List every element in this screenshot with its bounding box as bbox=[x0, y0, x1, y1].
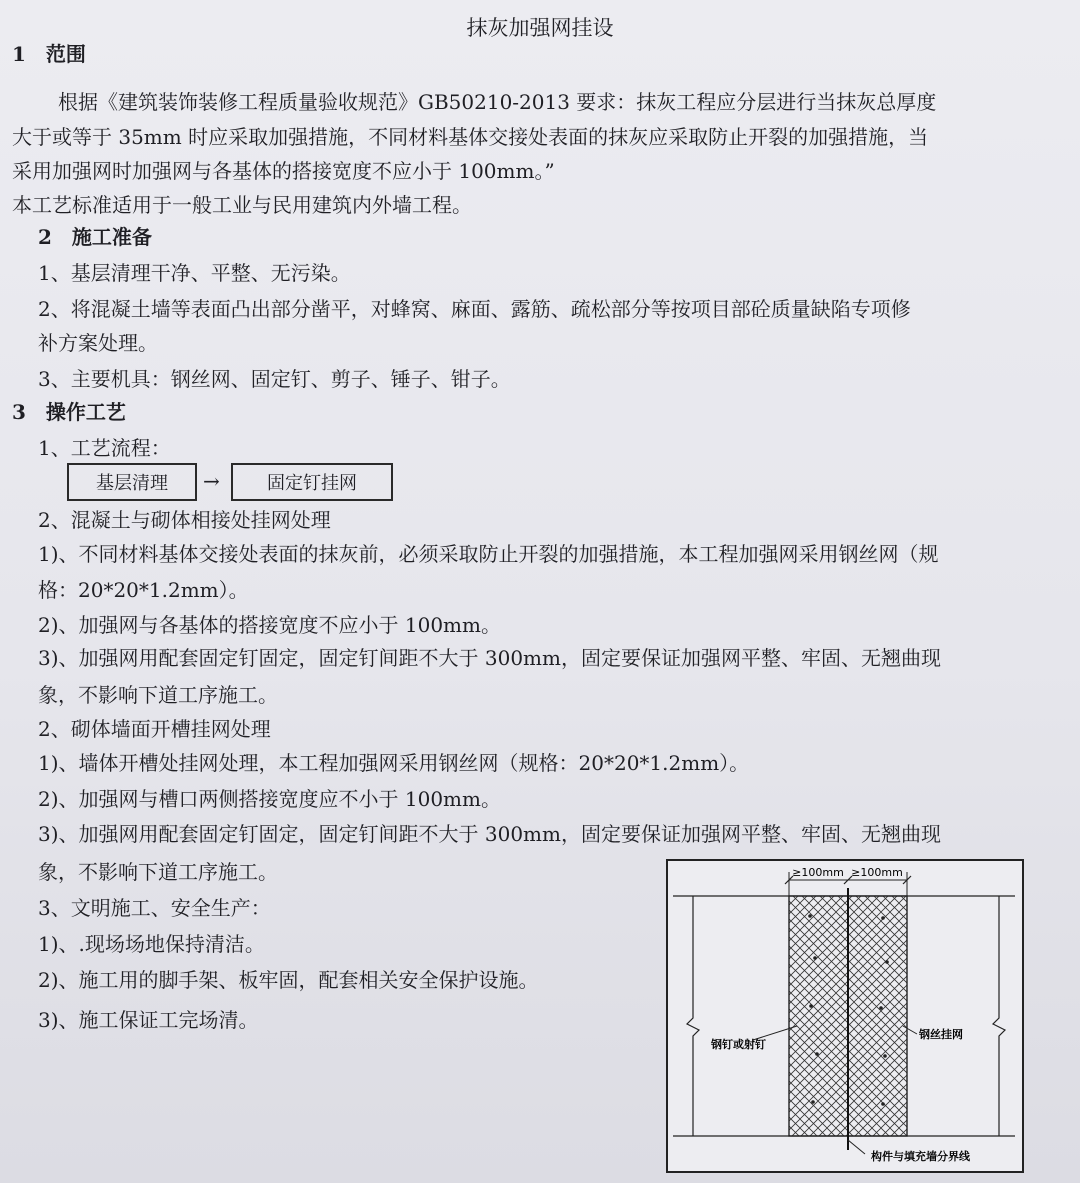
document-title: 抹灰加强网挂设 bbox=[466, 16, 614, 40]
list-item: 1)、.现场场地保持清洁。 bbox=[38, 932, 265, 956]
list-item: 象，不影响下道工序施工。 bbox=[38, 683, 278, 707]
list-item: 1)、墙体开槽处挂网处理，本工程加强网采用钢丝网（规格：20*20*1.2mm）。 bbox=[38, 751, 750, 775]
flow-step-nail-mesh: 固定钉挂网 bbox=[231, 463, 393, 501]
list-item: 格：20*20*1.2mm）。 bbox=[38, 578, 249, 602]
flow-step-base-cleaning: 基层清理 bbox=[67, 463, 197, 501]
dim-label-right: ≥100mm bbox=[851, 866, 903, 879]
paragraph-line: 采用加强网时加强网与各基体的搭接宽度不应小于 100mm。” bbox=[12, 159, 555, 183]
subsection-heading: 2、砌体墙面开槽挂网处理 bbox=[38, 717, 271, 741]
subsection-heading: 3、文明施工、安全生产： bbox=[38, 896, 271, 920]
subsection-heading: 2、混凝土与砌体相接处挂网处理 bbox=[38, 508, 331, 532]
section-2-heading: 2 施工准备 bbox=[38, 225, 152, 249]
label-boundary: 构件与填充墙分界线 bbox=[871, 1150, 970, 1163]
list-item: 2)、施工用的脚手架、板牢固，配套相关安全保护设施。 bbox=[38, 968, 539, 992]
list-item: 补方案处理。 bbox=[38, 331, 158, 355]
paragraph-line: 根据《建筑装饰装修工程质量验收规范》GB50210-2013 要求：抹灰工程应分层进行当抹灰总厚度 bbox=[58, 90, 937, 114]
list-item: 2、将混凝土墙等表面凸出部分凿平，对蜂窝、麻面、露筋、疏松部分等按项目部砼质量缺陷专项修 bbox=[38, 297, 911, 321]
paragraph-line: 大于或等于 35mm 时应采取加强措施，不同材料基体交接处表面的抹灰应采取防止开裂的加强措施，当 bbox=[12, 125, 929, 149]
label-mesh: 钢丝挂网 bbox=[919, 1028, 963, 1041]
list-item: 3)、加强网用配套固定钉固定，固定钉间距不大于 300mm，固定要保证加强网平整、牢固、无翘曲现 bbox=[38, 822, 941, 846]
flow-title: 1、工艺流程： bbox=[38, 436, 171, 460]
list-item: 1)、不同材料基体交接处表面的抹灰前，必须采取防止开裂的加强措施，本工程加强网采用钢丝网（规 bbox=[38, 542, 939, 566]
list-item: 象，不影响下道工序施工。 bbox=[38, 860, 278, 884]
flow-arrow-icon: → bbox=[203, 469, 220, 493]
section-3-heading: 3 操作工艺 bbox=[12, 400, 126, 424]
list-item: 3)、加强网用配套固定钉固定，固定钉间距不大于 300mm，固定要保证加强网平整、牢固、无翘曲现 bbox=[38, 646, 941, 670]
list-item: 3)、施工保证工完场清。 bbox=[38, 1008, 259, 1032]
list-item: 1、基层清理干净、平整、无污染。 bbox=[38, 261, 351, 285]
mesh-detail-diagram bbox=[665, 858, 1027, 1176]
list-item: 2)、加强网与各基体的搭接宽度不应小于 100mm。 bbox=[38, 613, 501, 637]
label-nails: 钢钉或射钉 bbox=[711, 1038, 766, 1051]
list-item: 2)、加强网与槽口两侧搭接宽度应不小于 100mm。 bbox=[38, 787, 501, 811]
list-item: 3、主要机具：钢丝网、固定钉、剪子、锤子、钳子。 bbox=[38, 367, 511, 391]
paragraph-line: 本工艺标准适用于一般工业与民用建筑内外墙工程。 bbox=[12, 193, 472, 217]
dim-label-left: ≥100mm bbox=[792, 866, 844, 879]
section-1-heading: 1 范围 bbox=[12, 42, 86, 66]
